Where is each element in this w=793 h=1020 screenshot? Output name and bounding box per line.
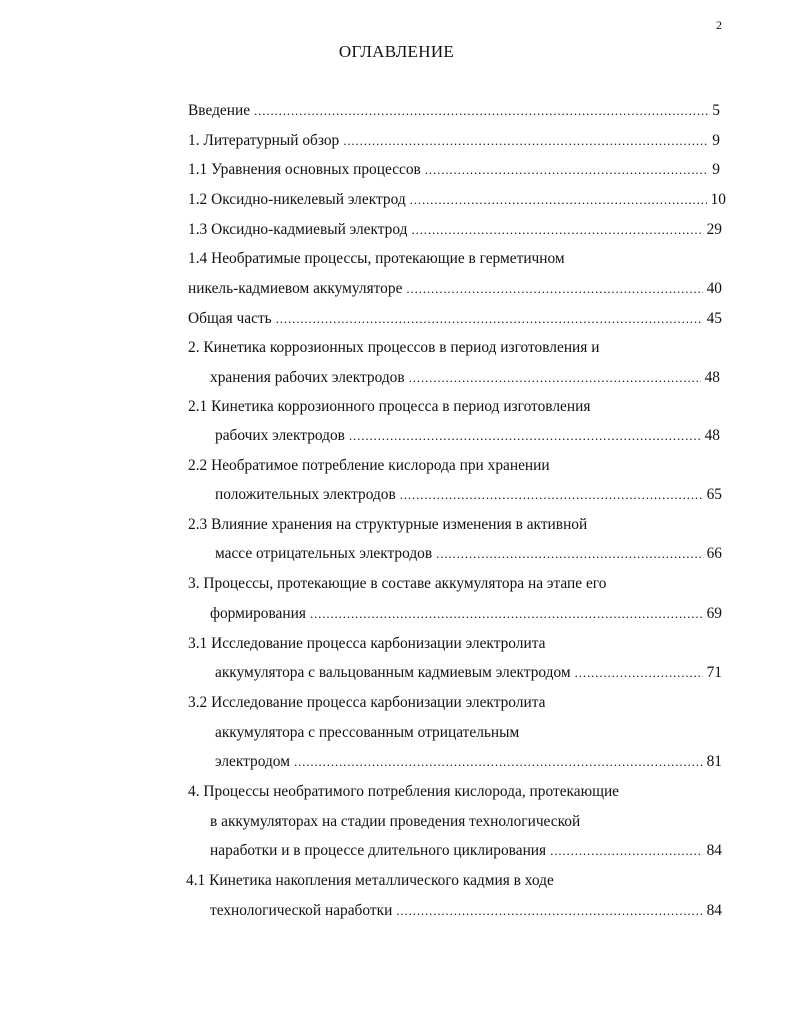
toc-leader-dots — [409, 367, 701, 389]
toc-entry — [188, 159, 720, 181]
page-number: 2 — [716, 18, 722, 32]
toc-entry-page: 48 — [704, 369, 720, 386]
toc-entry — [188, 100, 720, 122]
toc-entry — [210, 603, 722, 625]
toc-entry-page: 9 — [712, 132, 720, 149]
toc-leader-dots — [396, 900, 702, 922]
toc-entry — [188, 396, 590, 418]
toc-entry-text: в аккумуляторах на стадии проведения технологической — [210, 813, 581, 830]
toc-entry-text: наработки и в процессе длительного циклирования — [210, 842, 547, 859]
toc-entry-page: 10 — [710, 191, 726, 208]
toc-entry-text: 1.4 Необратимые процессы, протекающие в герметичном — [188, 250, 565, 267]
toc-entry-page: 40 — [706, 280, 722, 297]
toc-entry — [188, 248, 565, 270]
toc-entry-text: аккумулятора с вальцованным кадмиевым электродом — [215, 664, 571, 681]
toc-entry — [186, 870, 554, 892]
toc-entry-text: Введение — [188, 102, 251, 119]
toc-entry — [210, 840, 722, 862]
toc-leader-dots — [406, 278, 702, 300]
toc-entry — [215, 662, 722, 684]
toc-leader-dots — [349, 425, 701, 447]
toc-entry-text: технологической наработки — [210, 902, 393, 919]
toc-leader-dots — [294, 751, 703, 773]
page-title: ОГЛАВЛЕНИЕ — [338, 42, 455, 61]
toc-entry-text: хранения рабочих электродов — [210, 369, 405, 386]
toc-entry — [210, 367, 720, 389]
toc-entry-page: 66 — [706, 545, 722, 562]
toc-entry-text: 1.1 Уравнения основных процессов — [188, 161, 421, 178]
toc-entry-page: 81 — [706, 753, 722, 770]
toc-entry — [188, 692, 545, 714]
toc-entry-page: 69 — [706, 605, 722, 622]
toc-entry-page: 48 — [704, 427, 720, 444]
toc-leader-dots — [436, 543, 702, 565]
toc-leader-dots — [411, 219, 702, 241]
toc-entry — [215, 425, 720, 447]
toc-entry-text: массе отрицательных электродов — [215, 545, 433, 562]
toc-entry-page: 5 — [712, 102, 720, 119]
toc-entry-text: 2. Кинетика коррозионных процессов в период изготовления и — [188, 339, 600, 356]
toc-leader-dots — [400, 484, 703, 506]
toc-entry — [188, 455, 550, 477]
toc-entry — [188, 633, 545, 655]
toc-entry-text: 4. Процессы необратимого потребления кислорода, протекающие — [188, 783, 620, 800]
toc-leader-dots — [550, 840, 702, 862]
toc-entry-page: 71 — [706, 664, 722, 681]
toc-entry-text: 2.3 Влияние хранения на структурные изменения в активной — [188, 516, 588, 533]
toc-entry-text: аккумулятора с прессованным отрицательным — [215, 724, 520, 741]
toc-entry-page: 84 — [706, 842, 722, 859]
toc-entry-text: 2.1 Кинетика коррозионного процесса в период изготовления — [188, 398, 591, 415]
toc-entry-text: никель-кадмиевом аккумуляторе — [188, 280, 403, 297]
toc-entry-page: 9 — [712, 161, 720, 178]
toc-entry — [215, 543, 722, 565]
toc-entry — [210, 811, 580, 833]
toc-entry — [188, 219, 722, 241]
toc-entry-text: 3.1 Исследование процесса карбонизации электролита — [188, 635, 546, 652]
toc-entry-text: положительных электродов — [215, 486, 396, 503]
toc-entry-text: Общая часть — [188, 310, 272, 327]
toc-entry — [188, 781, 619, 803]
toc-entry-text: 1.3 Оксидно-кадмиевый электрод — [188, 221, 408, 238]
toc-entry — [215, 751, 722, 773]
toc-entry-text: 3. Процессы, протекающие в составе аккумулятора на этапе его — [188, 575, 607, 592]
toc-entry-text: 1. Литературный обзор — [188, 132, 340, 149]
toc-entry — [188, 337, 599, 359]
toc-entry-text: 3.2 Исследование процесса карбонизации электролита — [188, 694, 546, 711]
toc-leader-dots — [310, 603, 703, 625]
toc-leader-dots — [276, 308, 703, 330]
toc-entry-text: электродом — [215, 753, 290, 770]
toc-entry — [215, 722, 519, 744]
toc-entry — [210, 900, 722, 922]
toc-entry-page: 65 — [706, 486, 722, 503]
toc-entry-page: 84 — [706, 902, 722, 919]
toc-leader-dots — [343, 130, 708, 152]
toc-entry — [188, 573, 606, 595]
toc-leader-dots — [575, 662, 703, 684]
toc-leader-dots — [254, 100, 708, 122]
toc-entry-text: 2.2 Необратимое потребление кислорода при хранении — [188, 457, 550, 474]
toc-entry-text: 1.2 Оксидно-никелевый электрод — [188, 191, 406, 208]
toc-entry-page: 45 — [706, 310, 722, 327]
toc-entry — [188, 278, 722, 300]
toc-leader-dots — [425, 159, 708, 181]
toc-entry-page: 29 — [706, 221, 722, 238]
toc-entry — [188, 130, 720, 152]
toc-entry — [215, 484, 722, 506]
toc-entry-text: формирования — [210, 605, 306, 622]
toc-entry — [188, 189, 726, 211]
toc-entry-text: 4.1 Кинетика накопления металлического кадмия в ходе — [186, 872, 554, 889]
toc-entry — [188, 514, 587, 536]
toc-entry-text: рабочих электродов — [215, 427, 345, 444]
toc-entry — [188, 308, 722, 330]
toc-leader-dots — [410, 189, 707, 211]
